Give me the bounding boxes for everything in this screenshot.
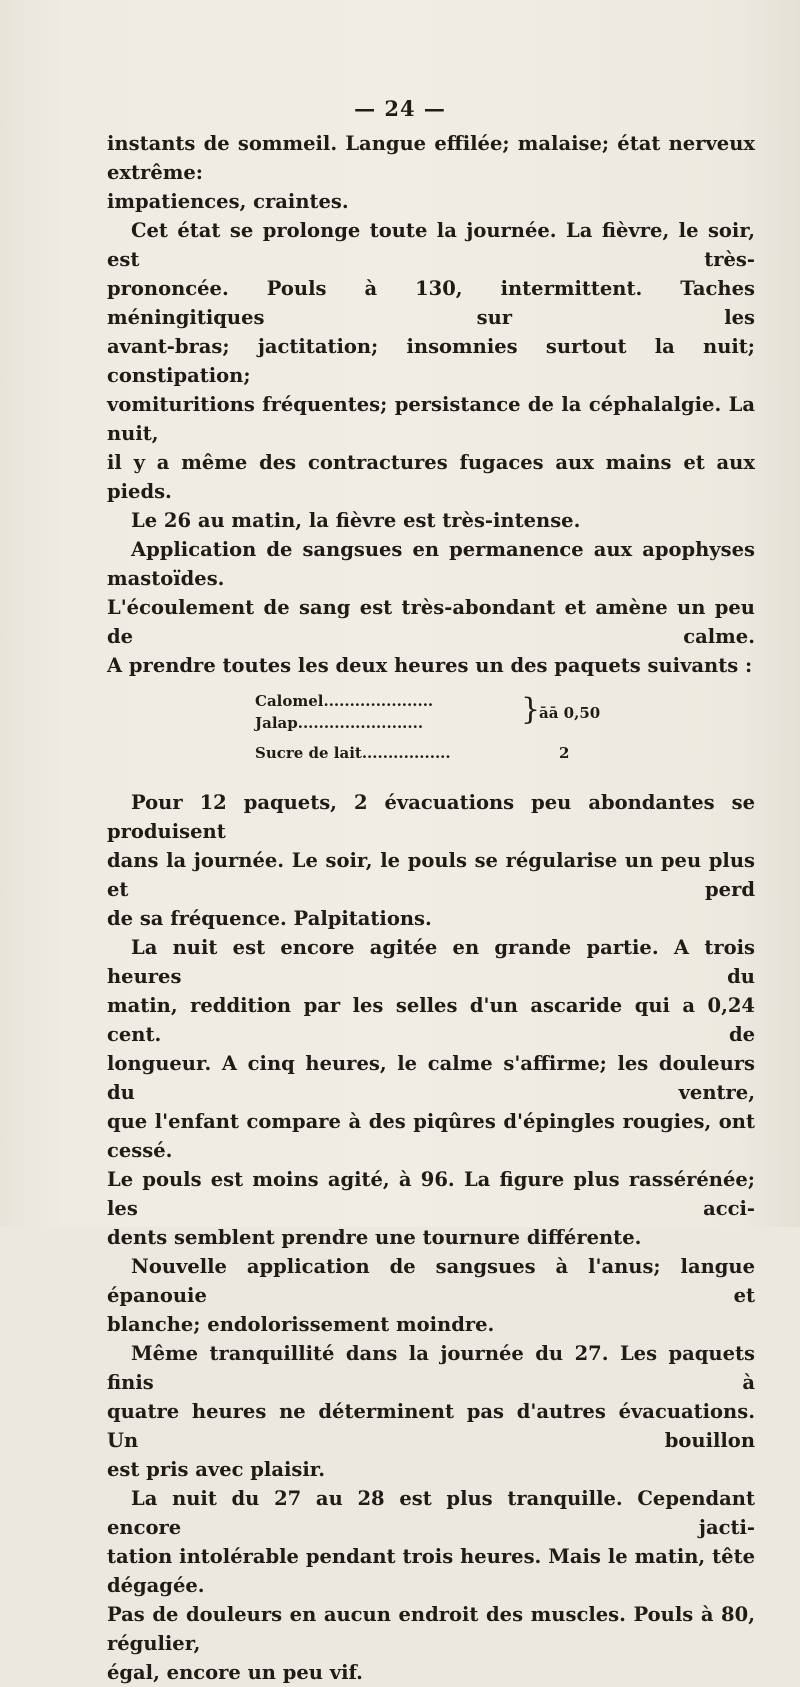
text-line: A prendre toutes les deux heures un des paquets suivants :: [107, 654, 753, 677]
text-line: tation intolérable pendant trois heures. Mais le matin, tête dégagée.: [107, 1545, 755, 1597]
text-line: matin, reddition par les selles d'un ascaride qui a 0,24 cent. de: [107, 994, 755, 1046]
paragraph: [107, 506, 755, 535]
text-line: de sa fréquence. Palpitations.: [107, 907, 432, 930]
text-line: égal, encore un peu vif.: [107, 1661, 363, 1684]
paragraphs-after: [107, 788, 755, 1687]
rx-quantity: 2: [559, 744, 570, 762]
text-line: quatre heures ne déterminent pas d'autres évacuations. Un bouillon: [107, 1400, 755, 1452]
text-line: que l'enfant compare à des piqûres d'épingles rougies, ont cessé.: [107, 1110, 755, 1162]
paragraph: [107, 216, 755, 506]
text-line: blanche; endolorissement moindre.: [107, 1313, 495, 1336]
text-line: longueur. A cinq heures, le calme s'affirme; les douleurs du ventre,: [107, 1052, 755, 1104]
text-line: Pour 12 paquets, 2 évacuations peu abondantes se produisent: [107, 791, 755, 843]
text-line: avant-bras; jactitation; insomnies surtout la nuit; constipation;: [107, 335, 755, 387]
rx-brace: }: [521, 692, 541, 727]
paragraphs-before: [107, 129, 755, 680]
text-line: Pas de douleurs en aucun endroit des muscles. Pouls à 80, régulier,: [107, 1603, 755, 1655]
text-line: vomituritions fréquentes; persistance de la céphalalgie. La nuit,: [107, 393, 755, 445]
text-line: instants de sommeil. Langue effilée; malaise; état nerveux extrême:: [107, 132, 755, 184]
text-line: L'écoulement de sang est très-abondant et amène un peu de calme.: [107, 596, 755, 648]
text-line: Cet état se prolonge toute la journée. La fièvre, le soir, est très-: [107, 219, 755, 271]
rx-item-calomel: Calomel.....................: [255, 692, 434, 710]
text-line: Le pouls est moins agité, à 96. La figure plus rassérénée; les acci-: [107, 1168, 755, 1220]
text-line: La nuit du 27 au 28 est plus tranquille. Cependant encore jacti-: [107, 1487, 755, 1539]
text-line: Le 26 au matin, la fièvre est très-intense.: [131, 509, 581, 532]
text-line: impatiences, craintes.: [107, 190, 349, 213]
paragraph: [107, 1339, 755, 1484]
paragraph: [107, 933, 755, 1252]
paragraph: [107, 1252, 755, 1339]
rx-dose: āā 0,50: [539, 704, 601, 722]
page-number: — 24 —: [354, 96, 446, 121]
paragraph: [107, 535, 755, 680]
text-line: Même tranquillité dans la journée du 27. Les paquets finis à: [107, 1342, 755, 1394]
text-line: prononcée. Pouls à 130, intermittent. Taches méningitiques sur les: [107, 277, 755, 329]
prescription-block: [107, 690, 755, 776]
rx-item-jalap: Jalap........................: [255, 714, 424, 732]
text-line: est pris avec plaisir.: [107, 1458, 326, 1481]
text-line: dans la journée. Le soir, le pouls se régularise un peu plus et perd: [107, 849, 755, 901]
paragraph: [107, 1484, 755, 1687]
rx-item-sucre: Sucre de lait.................: [255, 744, 451, 762]
page-body: [107, 129, 755, 1687]
paragraph: [107, 129, 755, 216]
text-line: La nuit est encore agitée en grande partie. A trois heures du: [107, 936, 755, 988]
text-line: Application de sangsues en permanence aux apophyses mastoïdes.: [107, 538, 755, 590]
text-line: Nouvelle application de sangsues à l'anus; langue épanouie et: [107, 1255, 755, 1307]
paragraph: [107, 788, 755, 933]
text-line: dents semblent prendre une tournure différente.: [107, 1226, 642, 1249]
text-line: il y a même des contractures fugaces aux mains et aux pieds.: [107, 451, 755, 503]
